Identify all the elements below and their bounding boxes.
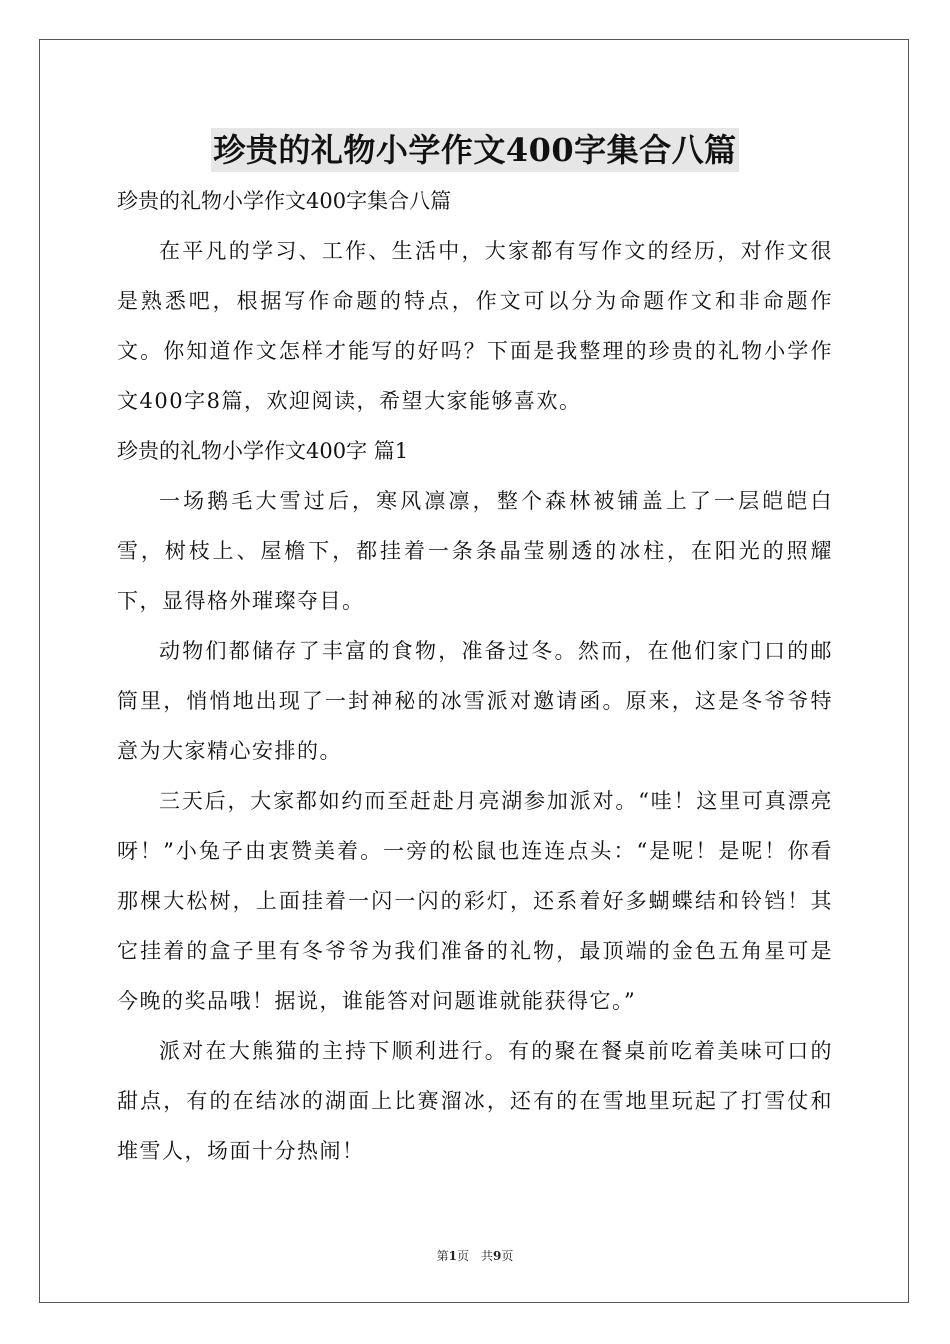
- document-title-wrapper: [0, 128, 950, 172]
- document-body: [117, 176, 833, 1176]
- footer-page-suffix: 页: [501, 1249, 514, 1263]
- footer-page-mid: 页 共: [456, 1249, 493, 1263]
- footer-page-total: 9: [493, 1249, 502, 1263]
- document-subtitle: 珍贵的礼物小学作文400字集合八篇: [117, 189, 452, 213]
- body-paragraph-4: 派对在大熊猫的主持下顺利进行。有的聚在餐桌前吃着美味可口的甜点，有的在结冰的湖面上比赛溜冰，还有的在雪地里玩起了打雪仗和堆雪人，场面十分热闹！: [117, 1039, 833, 1163]
- section-heading: 珍贵的礼物小学作文400字 篇1: [117, 439, 409, 463]
- body-paragraph-2: 动物们都储存了丰富的食物，准备过冬。然而，在他们家门口的邮筒里，悄悄地出现了一封神秘的冰雪派对邀请函。原来，这是冬爷爷特意为大家精心安排的。: [117, 639, 833, 763]
- page-footer: [0, 1248, 950, 1264]
- document-title: 珍贵的礼物小学作文400字集合八篇: [211, 128, 738, 172]
- footer-page-current: 1: [448, 1249, 457, 1263]
- body-paragraph-3: 三天后，大家都如约而至赶赴月亮湖参加派对。“哇！这里可真漂亮呀！”小兔子由衷赞美着。一旁的松鼠也连连点头：“是呢！是呢！你看那棵大松树，上面挂着一闪一闪的彩灯，还系着好多蝴蝶结和铃铛！其它挂着的盒子里有冬爷爷为我们准备的礼物，最顶端的金色五角星可是今晚的奖品哦！据说，谁能答对问题谁就能获得它。”: [117, 789, 833, 1013]
- body-paragraph-1: 一场鹅毛大雪过后，寒风凛凛，整个森林被铺盖上了一层皑皑白雪，树枝上、屋檐下，都挂着一条条晶莹剔透的冰柱，在阳光的照耀下，显得格外璀璨夺目。: [117, 489, 833, 613]
- footer-page-prefix: 第: [436, 1249, 449, 1263]
- intro-paragraph: 在平凡的学习、工作、生活中，大家都有写作文的经历，对作文很是熟悉吧，根据写作命题的特点，作文可以分为命题作文和非命题作文。你知道作文怎样才能写的好吗？下面是我整理的珍贵的礼物小学作文400字8篇，欢迎阅读，希望大家能够喜欢。: [117, 239, 833, 413]
